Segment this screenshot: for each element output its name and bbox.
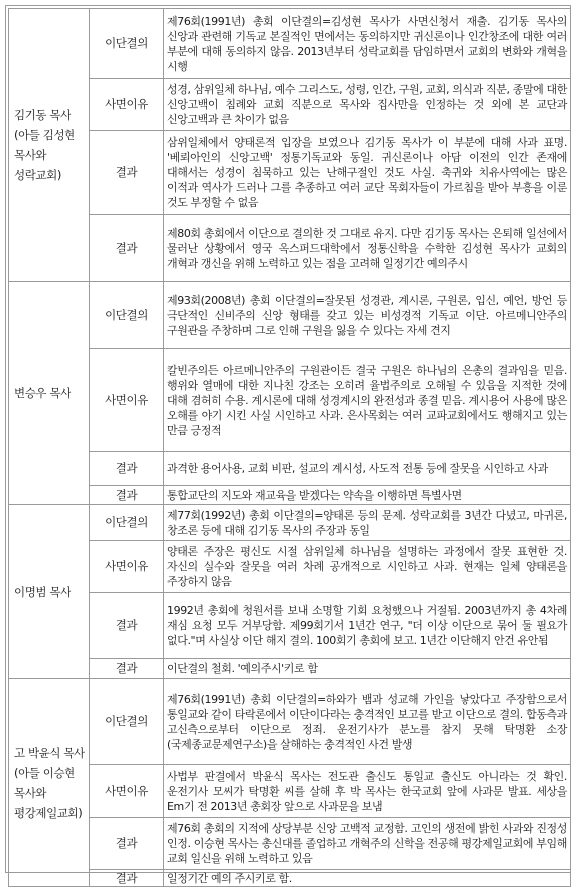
row-text: 칼빈주의든 아르메니안주의 구원관이든 결국 구원은 하나님의 은총의 결과임을 믿음. 행위와 열매에 대한 지나친 강조는 오히려 율법주의로 오해될 수 있음을 지적한 것에 대해 겸허히 수용. 계시론에 대해 성경계시의 완전성과 종결 믿음. 계시용어 사용에 많은 오해를 야기 시킨 사실 시인하고 사과. 은사목회는 여러 교파교회에서도 행해지고 있는 만큼 긍정적 [164,349,571,452]
row-label: 이단결의 [90,679,164,765]
row-label: 결과 [90,870,164,887]
row-text: 이단결의 철회. '예의주시'키로 함 [164,659,571,679]
row-label: 이단결의 [90,505,164,541]
table-row [9,215,571,282]
table-row [9,486,571,505]
row-text: 양태론 주장은 평신도 시절 삼위일체 하나님을 설명하는 과정에서 잘못 표현한 것. 자신의 실수와 잘못을 여러 차례 공개적으로 시인하고 사과. 현재는 일체 양태론을 주장하지 않음 [164,541,571,593]
table-row [9,452,571,486]
person-name: 이명범 목사 [9,505,90,679]
table-row [9,79,571,131]
row-label: 결과 [90,659,164,679]
row-text: 제80회 총회에서 이단으로 결의한 것 그대로 유지. 다만 김기동 목사는 은퇴해 일선에서 물러난 상황에서 영국 옥스퍼드대학에서 정통신학을 수학한 김성현 목사가 교회의 개혁과 갱신을 위해 노력하고 있는 점을 고려해 일정기간 예의주시 [164,215,571,282]
person-name: 김기동 목사 (아들 김성현 목사와 성락교회) [9,9,90,282]
row-text: 성경, 삼위일체 하나님, 예수 그리스도, 성령, 인간, 구원, 교회, 의식과 직분, 종말에 대한 신앙고백이 침례와 교회 직분으로 목사와 집사만을 인정하는 것 외에 본 교단과 신앙고백과 큰 차이가 없음 [164,79,571,131]
table-row [9,659,571,679]
table-row [9,349,571,452]
row-label: 이단결의 [90,282,164,349]
row-text: 통합교단의 지도와 재교육을 받겠다는 약속을 이행하면 특별사면 [164,486,571,505]
table-row [9,870,571,887]
row-label: 결과 [90,131,164,215]
row-label: 결과 [90,215,164,282]
row-text: 제77회(1992년) 총회 이단결의=양태론 등의 문제. 성락교회를 3년간 다녔고, 마귀론, 창조론 등에 대해 김기동 목사의 주장과 동일 [164,505,571,541]
row-label: 결과 [90,452,164,486]
row-text: 과격한 용어사용, 교회 비판, 설교의 계시성, 사도적 전통 등에 잘못을 시인하고 사과 [164,452,571,486]
row-text: 사법부 판결에서 박윤식 목사는 전도관 출신도 통일교 출신도 아니라는 것 확인. 운전기사 모씨가 탁명환 씨를 살해 후 박 목사는 한국교회 앞에 사과문 발표. 세상을 Em기 전 2013년 총회장 앞으로 사과문을 보냄 [164,765,571,818]
row-label: 사면이유 [90,349,164,452]
row-label: 사면이유 [90,765,164,818]
table-row [9,505,571,541]
row-label: 사면이유 [90,79,164,131]
row-label: 결과 [90,486,164,505]
row-label: 결과 [90,593,164,659]
row-text: 제93회(2008년) 총회 이단결의=잘못된 성경관, 계시론, 구원론, 입신, 예언, 방언 등 극단적인 신비주의 신앙 형태를 갖고 있는 비성경적 기독교 이단. 아르메니안주의 구원관을 주창하며 그로 인해 구원을 잃을 수 있다는 자세 견지 [164,282,571,349]
table-row [9,679,571,765]
person-name: 고 박윤식 목사(아들 이승현 목사와 평강제일교회) [9,679,90,887]
table-row [9,541,571,593]
row-text: 제76회(1991년) 총회 이단결의=김성현 목사가 사면신청서 재출. 김기동 목사의 신앙과 관련해 기독교 본질적인 면에서는 동의하지만 귀신론이나 인간창조에 대한 여러 부분에 대해 동의하지 않음. 2013년부터 성락교회를 담임하면서 교회의 변화와 개혁을 시행 [164,9,571,79]
table-row [9,131,571,215]
row-label: 이단결의 [90,9,164,79]
row-text: 제76회 총회의 지적에 상당부분 신앙 고백적 교정함. 고인의 생전에 밝힌 사과와 진정성 인정. 이승현 목사는 총신대를 졸업하고 개혁주의 신학을 전공해 평강제일교회에 부임해 교회 일신을 위해 노력하고 있음 [164,818,571,870]
row-text: 제76회(1991년) 총회 이단결의=하와가 뱀과 성교해 가인을 낳았다고 주장함으로서 통일교와 같이 타락론에서 이단이다라는 충격적인 보고를 받고 이단으로 결의. 합동측과 고신측으로부터 이단으로 정죄. 운전기사가 분노를 참지 못해 탁명환 소장(국제종교문제연구소)을 살해하는 충격적인 사건 발생 [164,679,571,765]
table-row [9,593,571,659]
heresy-pardon-table [8,8,571,887]
row-text: 삼위일체에서 양태론적 입장을 보였으나 김기동 목사가 이 부분에 대해 사과 표명. '베뢰아인의 신앙고백' 정통기독교와 동일. 귀신론이나 아담 이전의 인간 존재에 대해서는 성경이 침묵하고 있는 난해구절인 것도 사실. 축귀와 치유사역에는 많은 이적과 역사가 드러나 그를 추종하고 여러 교단 목회자들이 가르침을 받아 부흥을 이룬 것도 부정할 수 없음 [164,131,571,215]
person-name: 변승우 목사 [9,282,90,505]
row-text: 1992년 총회에 청원서를 보내 소명할 기회 요청했으나 거절됨. 2003년까지 총 4차례 재심 요청 모두 거부당함. 제99회기서 1년간 연구, "더 이상 이단으로 묶어 둘 필요가 없다."며 사실상 이단 해지 결의. 100회기 총회에 보고. 1년간 이단해지 안건 유안됨 [164,593,571,659]
table-row [9,765,571,818]
row-label: 사면이유 [90,541,164,593]
row-label: 결과 [90,818,164,870]
table-row [9,818,571,870]
row-text: 일정기간 예의 주시키로 함. [164,870,571,887]
table-row [9,282,571,349]
table-row [9,9,571,79]
